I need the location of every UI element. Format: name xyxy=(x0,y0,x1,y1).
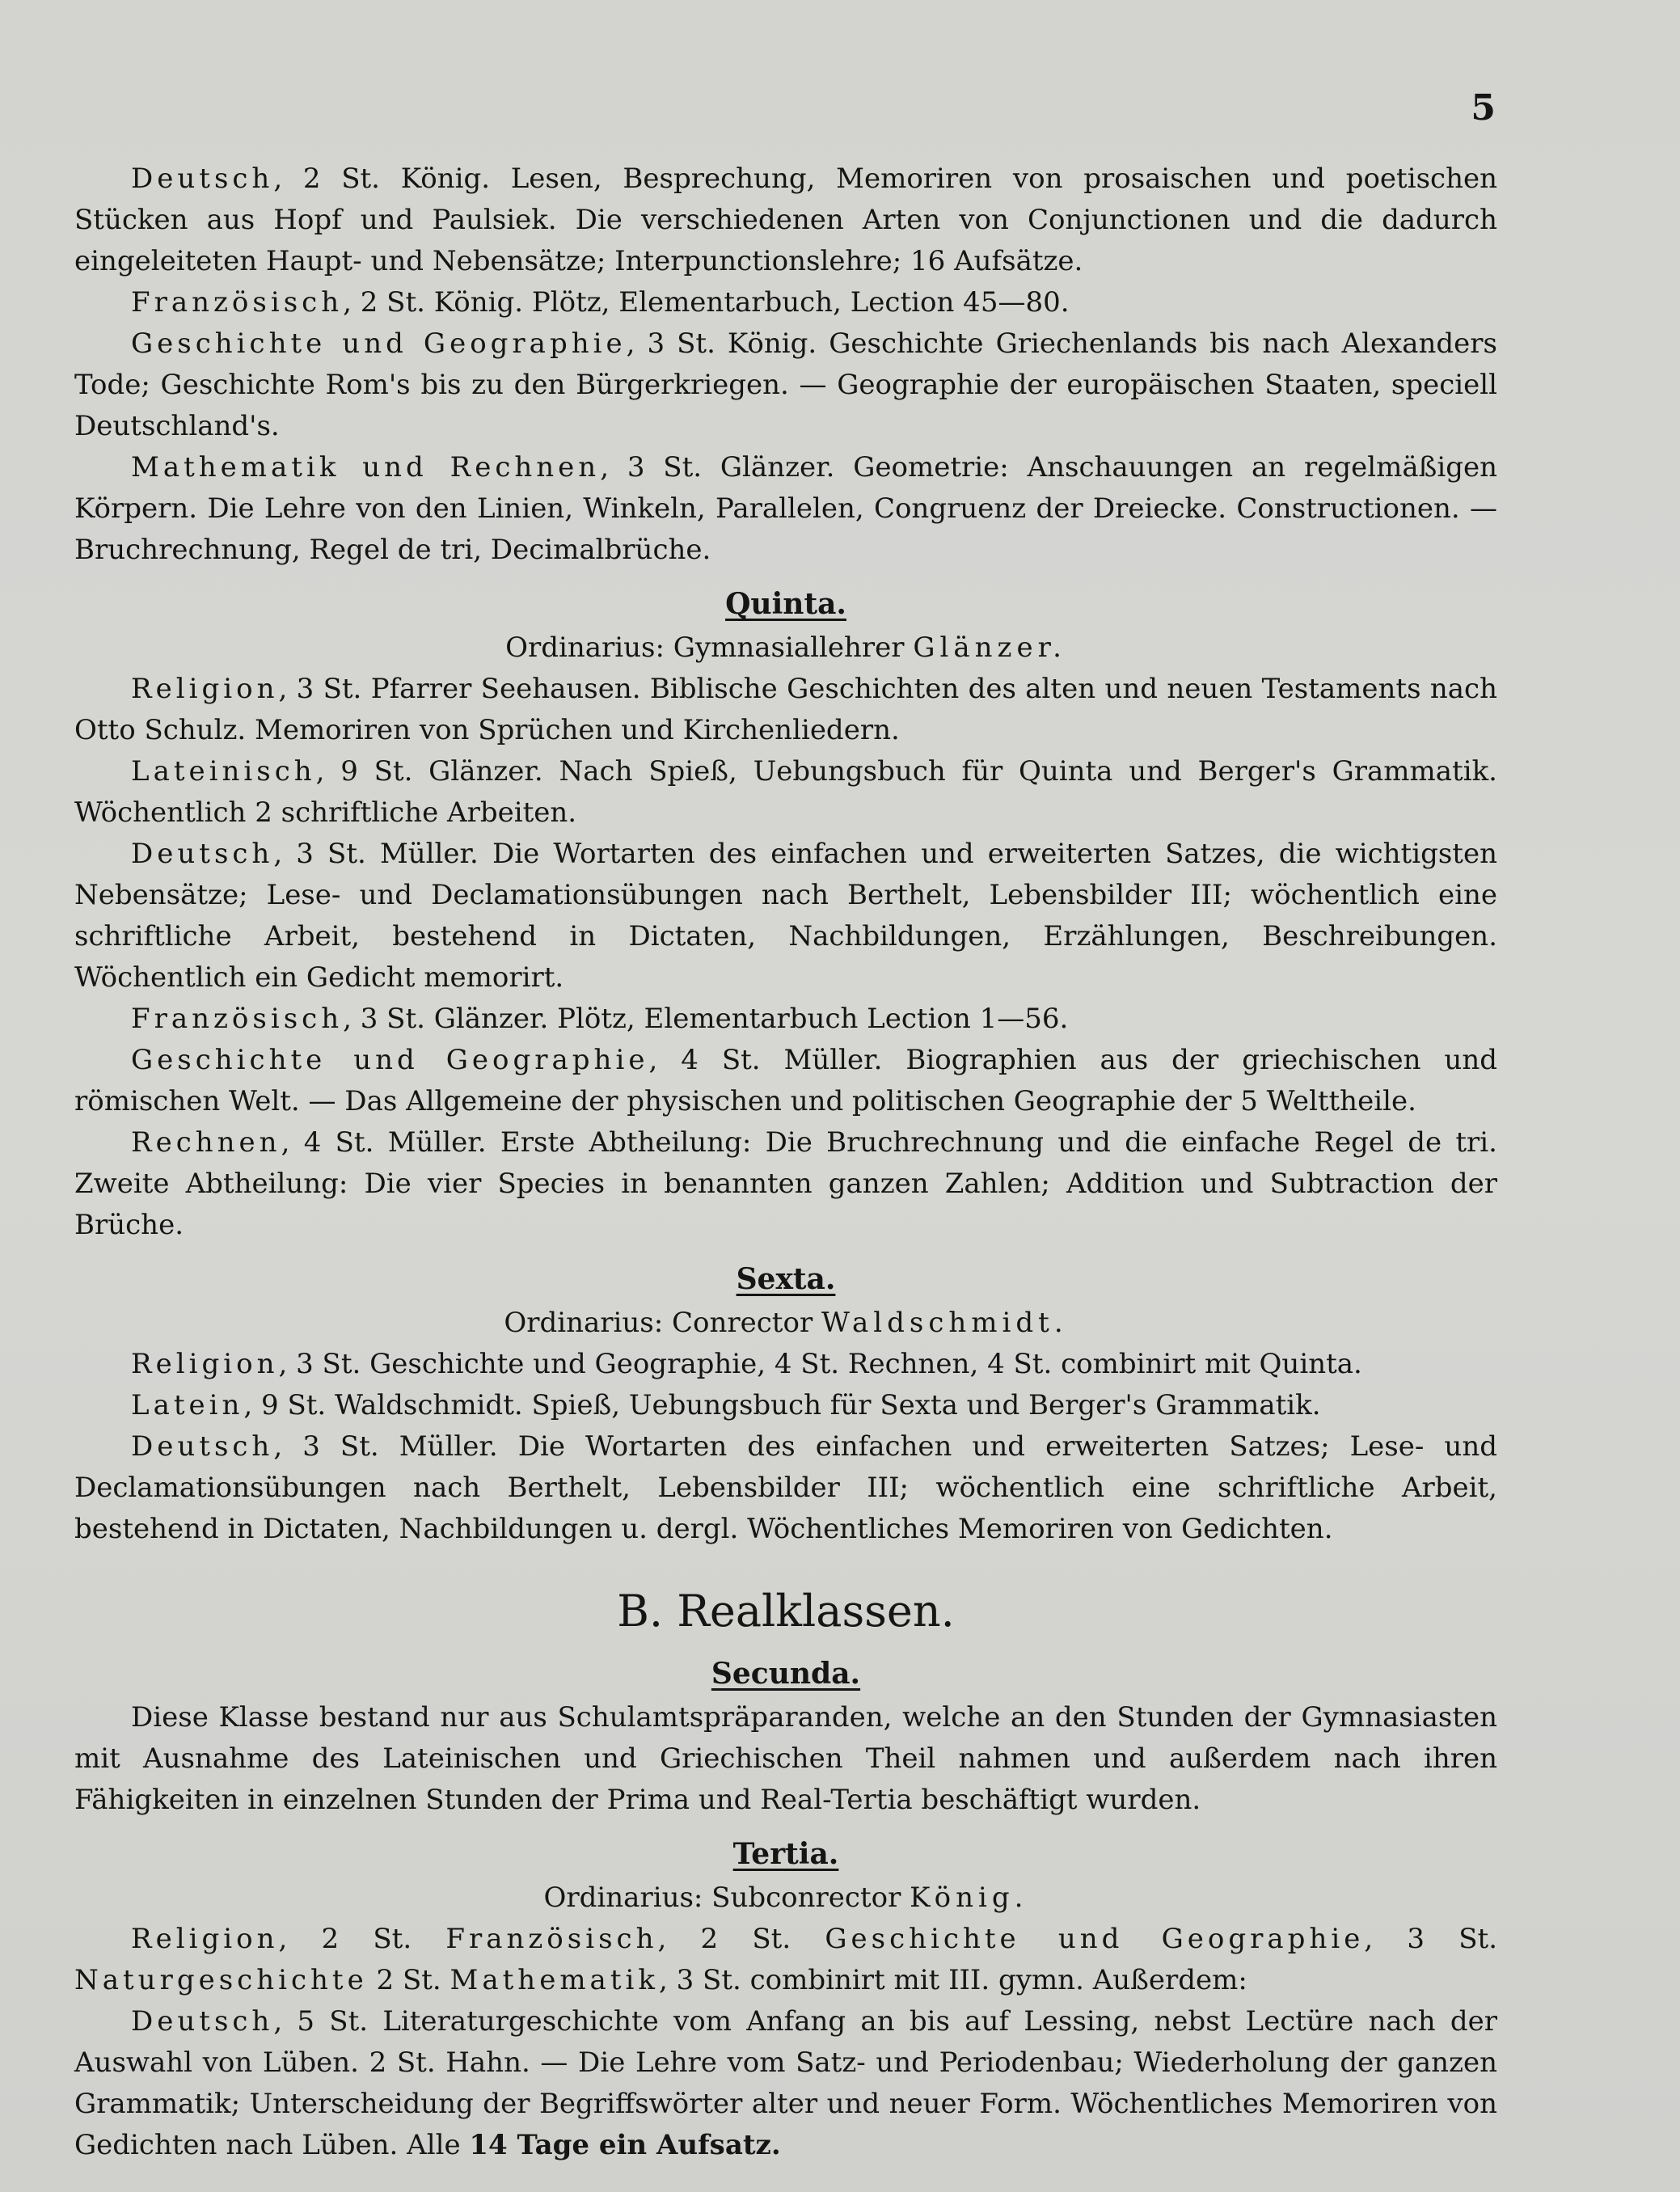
paragraph-text: , 3 St. König. Geschichte Griechenlands bis nach Alexanders Tode; Geschichte Rom's bis zu den Bürgerkriegen. — Geographie der europäischen Staaten, speciell Deutschland's. xyxy=(74,327,1497,442)
paragraph-text: , 4 St. Müller. Erste Abtheilung: Die Bruchrechnung und die einfache Regel de tri. Zweite Abtheilung: Die vier Species in benannten ganzen Zahlen; Addition und Subtraction der Brüche. xyxy=(74,1126,1497,1241)
subject-name: Deutsch xyxy=(131,838,274,870)
paragraph-text: , 3 St. Müller. Die Wortarten des einfachen und erweiterten Satzes; Lese- und Declamationsübungen nach Berthelt, Lebensbilder III; wöchentlich eine schriftliche Arbeit, bestehend in Dictaten, Nachbildungen u. dergl. Wöchentliches Memoriren von Gedichten. xyxy=(74,1430,1497,1545)
paragraph xyxy=(74,669,1497,751)
paragraph xyxy=(74,323,1497,447)
ordinarius-label: Ordinarius: Conrector xyxy=(504,1307,813,1339)
ordinarius-name: Waldschmidt. xyxy=(821,1307,1068,1339)
subject-name: Mathematik und Rechnen xyxy=(131,451,601,484)
paragraph-text: , 2 St. König. Lesen, Besprechung, Memoriren von prosaischen und poetischen Stücken aus Hopf und Paulsiek. Die verschiedenen Arten von Conjunctionen und die dadurch eingeleiteten Haupt- und Nebensätze; Interpunctionslehre; 16 Aufsätze. xyxy=(74,163,1497,277)
subject-name: Religion xyxy=(131,673,279,705)
paragraph-text-bold: 14 Tage ein Aufsatz. xyxy=(469,2129,781,2161)
paragraph-combined-subjects xyxy=(74,1919,1497,2001)
subject-name: Religion xyxy=(131,1348,279,1380)
paragraph-text: , 3 St. xyxy=(1364,1923,1498,1955)
paragraph-text: , 3 St. Pfarrer Seehausen. Biblische Geschichten des alten und neuen Testaments nach Otto Schulz. Memoriren von Sprüchen und Kirchenliedern. xyxy=(74,673,1497,746)
paragraph-text: , 4 St. Müller. Biographien aus der griechischen und römischen Welt. — Das Allgemeine der physischen und politischen Geographie der 5 Welttheile. xyxy=(74,1044,1497,1117)
subject-name: Mathematik xyxy=(450,1964,659,1996)
subject-name: Geschichte und Geographie xyxy=(825,1923,1365,1955)
paragraph xyxy=(74,447,1497,571)
paragraph xyxy=(74,1385,1497,1426)
paragraph xyxy=(74,834,1497,999)
major-heading-realklassen: B. Realklassen. xyxy=(617,1586,955,1637)
ordinarius-label: Ordinarius: Gymnasiallehrer xyxy=(505,631,905,664)
paragraph-text: , 3 St. combinirt mit III. gymn. Außerdem: xyxy=(658,1964,1247,1996)
paragraph-text: 2 St. xyxy=(367,1964,441,1996)
section-heading-sexta: Sexta. xyxy=(736,1262,836,1296)
subject-name: Deutsch xyxy=(131,1430,274,1463)
paragraph-text: , 2 St. xyxy=(278,1923,412,1955)
ordinarius-line xyxy=(74,627,1497,669)
subject-name: Naturgeschichte xyxy=(74,1964,368,1996)
section-heading-tertia: Tertia. xyxy=(732,1837,839,1871)
ordinarius-name: Glänzer. xyxy=(913,631,1066,664)
paragraph-text: , 2 St. König. Plötz, Elementarbuch, Lection 45—80. xyxy=(343,286,1070,319)
ordinarius-label: Ordinarius: Subconrector xyxy=(543,1882,901,1914)
subject-name: Lateinisch xyxy=(131,755,316,788)
section-heading-quinta: Quinta. xyxy=(725,587,846,621)
paragraph xyxy=(74,158,1497,282)
paragraph xyxy=(74,1122,1497,1246)
subject-name: Religion xyxy=(131,1923,279,1955)
ordinarius-line xyxy=(74,1303,1497,1344)
subject-name: Geschichte und Geographie xyxy=(131,1044,649,1076)
subject-name: Deutsch xyxy=(131,163,274,195)
section-heading-secunda: Secunda. xyxy=(711,1657,861,1691)
subject-name: Latein xyxy=(131,1389,244,1421)
subject-name: Französisch xyxy=(445,1923,658,1955)
subject-name: Geschichte und Geographie xyxy=(131,327,627,360)
paragraph xyxy=(74,1040,1497,1122)
subject-name: Deutsch xyxy=(131,2005,274,2038)
subject-name: Französisch xyxy=(131,1003,344,1035)
paragraph xyxy=(74,2001,1497,2166)
paragraph-text: , 3 St. Geschichte und Geographie, 4 St. Rechnen, 4 St. combinirt mit Quinta. xyxy=(278,1348,1362,1380)
ordinarius-name: König. xyxy=(910,1882,1028,1914)
subject-name: Rechnen xyxy=(131,1126,281,1159)
paragraph-text: , 9 St. Waldschmidt. Spieß, Uebungsbuch für Sexta und Berger's Grammatik. xyxy=(243,1389,1321,1421)
paragraph xyxy=(74,751,1497,834)
paragraph-text: , 3 St. Glänzer. Geometrie: Anschauungen an regelmäßigen Körpern. Die Lehre von den Linien, Winkeln, Parallelen, Congruenz der Dreiecke. Constructionen. — Bruchrechnung, Regel de tri, Decimalbrüche. xyxy=(74,451,1497,566)
paragraph xyxy=(74,999,1497,1040)
ordinarius-line xyxy=(74,1877,1497,1919)
paragraph: Diese Klasse bestand nur aus Schulamtspräparanden, welche an den Stunden der Gymnasiasten mit Ausnahme des Lateinischen und Griechischen Theil nahmen und außerdem nach ihren Fähigkeiten in einzelnen Stunden der Prima und Real-Tertia beschäftigt wurden. xyxy=(74,1701,1497,1816)
page-number: 5 xyxy=(1471,87,1496,129)
paragraph-text: , 3 St. Müller. Die Wortarten des einfachen und erweiterten Satzes, die wichtigsten Nebensätze; Lese- und Declamationsübungen nach Berthelt, Lebensbilder III; wöchentlich eine schriftliche Arbeit, bestehend in Dictaten, Nachbildungen, Erzählungen, Beschreibungen. Wöchentlich ein Gedicht memorirt. xyxy=(74,838,1497,994)
subject-name: Französisch xyxy=(131,286,344,319)
paragraph xyxy=(74,1344,1497,1385)
paragraph-text: , 9 St. Glänzer. Nach Spieß, Uebungsbuch für Quinta und Berger's Grammatik. Wöchentlich 2 schriftliche Arbeiten. xyxy=(74,755,1497,829)
page-content xyxy=(74,158,1497,2166)
paragraph-text: , 2 St. xyxy=(657,1923,791,1955)
paragraph-text: , 5 St. Literaturgeschichte vom Anfang an bis auf Lessing, nebst Lectüre nach der Auswahl von Lüben. 2 St. Hahn. — Die Lehre vom Satz- und Periodenbau; Wiederholung der ganzen Grammatik; Unterscheidung der Begriffswörter alter und neuer Form. Wöchentliches Memoriren von Gedichten nach Lüben. Alle xyxy=(74,2005,1497,2161)
paragraph xyxy=(74,282,1497,323)
paragraph-text: , 3 St. Glänzer. Plötz, Elementarbuch Lection 1—56. xyxy=(343,1003,1069,1035)
paragraph xyxy=(74,1426,1497,1550)
